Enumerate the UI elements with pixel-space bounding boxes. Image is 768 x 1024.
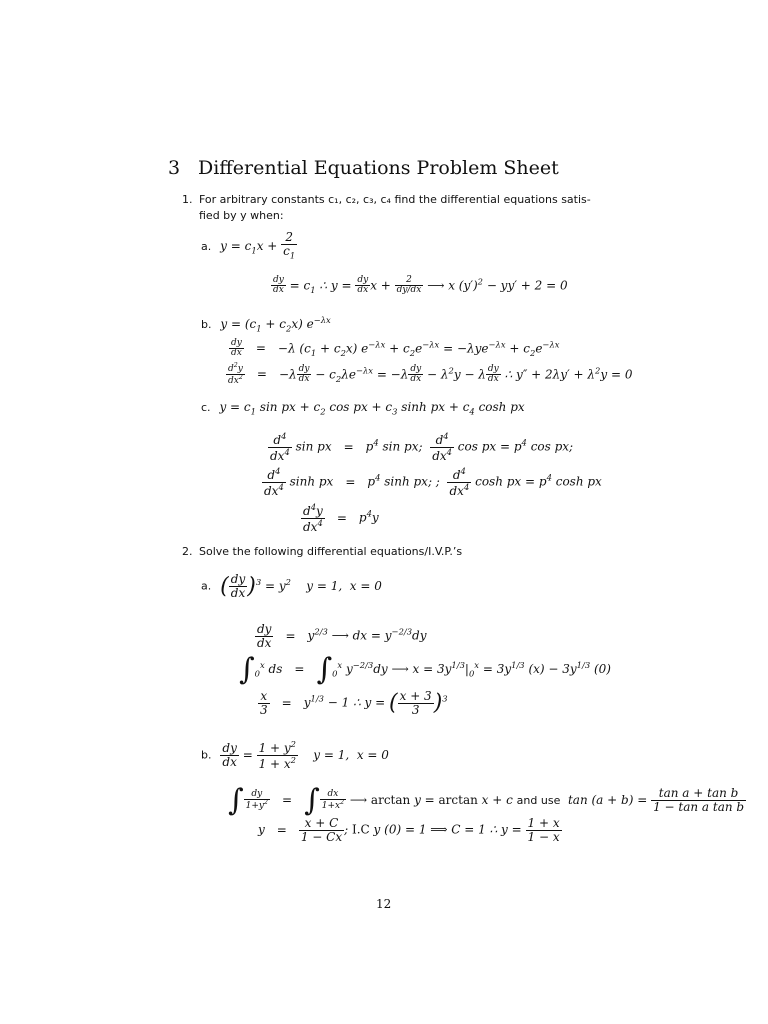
q1b-label: b. [201,318,212,331]
q2-text: Solve the following differential equations/I.V.P.’s [199,545,463,558]
section-number: 3 [168,157,181,179]
q2a-label: a. [201,579,212,593]
q1a-problem: a. $y = c_1x$ + $\frac{2}{c_1}$ [201,230,296,260]
q2a-line1: $\frac{dy}{dx}$ = $y^{2/3}$ ⟶ dx = $y^{-2/3}dy$ [257,622,427,650]
q2b-line1: ∫ $\frac{dy}{1+y^2}$ = ∫ $\frac{dx}{1+x^2}$ ⟶ arctan y = arctan x + c and use tan (a + b) = $\frac{\text{tan a + tan b}}{\text{1 − tan a tan b}}$ [228,783,745,818]
q1c-problem: c. $y = c_1$ sin px + $c_2$ cos px + $c_3$ sinh px + $c_4$ cosh px [201,400,525,417]
q2a-line3: $\frac{x}{3}$ = $y^{1/3} - 1$ ∴ y = ( $\frac{x + 3}{3}$ )$^3$ [260,689,448,717]
q2b-line2: y = $\frac{x + C}{1 - Cx}$ ; I.C y (0) = 1 ⟹ C = 1 ∴ y = $\frac{1 + x}{1 - x}$ [258,816,560,844]
q1a-label: a. [201,239,212,253]
q1c-line3: $\frac{d^4y}{dx^4}$ = $p^4y$ [303,502,379,534]
q2b-label: b. [201,748,212,762]
q1c-line1: $\frac{d^4}{dx^4}$ sin px = $p^4$ sin px; $\frac{d^4}{dx^4}$ cos px = $p^4$ cos px; [270,431,574,463]
page-number: 12 [376,897,392,911]
q1b-line2: $\frac{d^2y}{dx^2}$ = −λ $\frac{dy}{dx}$ − $c_2\lambda e^{-\lambda x} = -\lambda$ $\frac{dy}{dx}$ − $\lambda^2y - \lambda$ $\frac{dy}{dx}$ ∴ $y'' + 2\lambda y' + \lambda^2y = 0$ [228,362,633,387]
q2a-line2: $\int_0^x$ ds = $\int_0^x$ $y^{-2/3}dy$ ⟶ $x = 3y^{1/3}|_0^x = 3y^{1/3}$ $(x) - 3y^{1/3}$ (0) [239,652,611,687]
q2b-problem: b. $\frac{dy}{dx}$ = $\frac{1 + y^2}{1 + x^2}$ y = 1, x = 0 [201,739,389,771]
q1c-label: c. [201,401,211,414]
q1-text-line2: fied by y when: [199,209,284,222]
q2b-and-use: and use [516,794,561,807]
q1-label: 1. [182,193,193,206]
section-title: Differential Equations Problem Sheet [198,157,559,179]
q1b-problem: b. $y = (c_1 + c_2x)$ $e^{-\lambda x}$ [201,315,331,334]
q1c-line2: $\frac{d^4}{dx^4}$ sinh px = $p^4$ sinh px; ; $\frac{d^4}{dx^4}$ cosh px = $p^4$ cosh px [264,466,602,498]
q1a-solution: $\frac{dy}{dx}$ = $c_1$ ∴ y = $\frac{dy}{dx}$ x + $\frac{2}{dy/dx}$ ⟶ x $(y')^2 - yy' + 2 = 0$ [273,275,568,296]
q1-text-line1: For arbitrary constants c₁, c₂, c₃, c₄ find the differential equations satis- [199,193,591,206]
q1b-line1: $\frac{dy}{dx}$ = −λ $(c_1 + c_2x) e^{-\lambda x} + c_2e^{-\lambda x} = -\lambda ye^{-\lambda x} + c_2e^{-\lambda x}$ [231,338,560,359]
q2-label: 2. [182,545,193,558]
q2a-problem: a. ( $\frac{dy}{dx}$ )$^3 = y^2$ y = 1, x = 0 [201,572,382,600]
